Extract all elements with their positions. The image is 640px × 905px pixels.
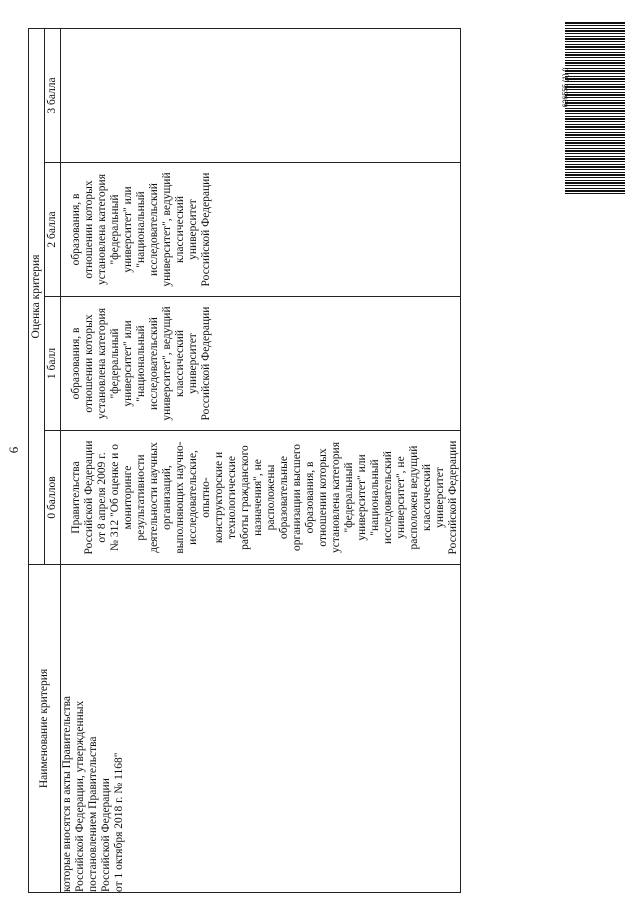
text-line: организаций, [161, 465, 173, 530]
header-score-3: 3 балла [45, 29, 61, 163]
text-line: университет [187, 199, 199, 260]
text-line: конструкторские и [213, 451, 225, 544]
text-line: технологические [226, 456, 238, 539]
text-line: университет", ведущий [161, 172, 173, 287]
text-line: исследовательский [382, 451, 394, 544]
text-line: университет" или [122, 186, 134, 273]
text-line: Правительства [70, 461, 82, 534]
text-line: "национальный [135, 325, 147, 402]
page-number: 6 [6, 446, 21, 454]
text-line: отношении которых [83, 180, 95, 279]
score-2-cell [61, 163, 461, 297]
text-line: отношении которых [83, 314, 95, 413]
text-line: исследовательские, [187, 450, 199, 545]
header-rating-group: Оценка критерия [29, 29, 45, 565]
text-line: Российской Федерации [200, 172, 212, 287]
text-line: Российской Федерации [447, 440, 459, 555]
text-line: от 8 апреля 2009 г. [96, 452, 108, 543]
text-line: расположен ведущий [408, 445, 420, 550]
text-line: университет" или [122, 320, 134, 407]
text-line: установлена категория [96, 174, 108, 286]
text-line: работы гражданского [239, 445, 251, 550]
text-line: "федеральный [343, 462, 355, 533]
text-line: установлена категория [330, 442, 342, 554]
barcode-image [565, 22, 625, 194]
text-line: которые вносятся в акты Правительства [61, 696, 73, 892]
text-line: образования, в [70, 193, 82, 266]
text-line: Российской Федерации [100, 778, 112, 892]
text-line: университет", ведущий [161, 306, 173, 421]
text-line: образовательные [278, 456, 290, 539]
text-line: назначения", не [252, 459, 264, 536]
text-line: мониторинге [122, 465, 134, 530]
text-line: выполняющих научно- [174, 441, 186, 554]
text-line: университет [434, 467, 446, 528]
barcode-number: 626555 (1) 0 [562, 67, 570, 108]
text-line: классический [174, 196, 186, 263]
text-line: классический [174, 330, 186, 397]
text-line: университет" или [356, 454, 368, 541]
text-line: университет [187, 333, 199, 394]
text-line: от 1 октября 2018 г. № 1168" [113, 752, 125, 892]
text-line: Российской Федерации, утвержденных [74, 700, 86, 892]
text-line: № 312 "Об оценке и о [109, 444, 121, 551]
criterion-name-cell [61, 565, 461, 893]
text-line: Российской Федерации [83, 440, 95, 555]
header-score-0: 0 баллов [45, 431, 61, 565]
text-line: организации высшего [291, 444, 303, 552]
text-line: установлена категория [96, 308, 108, 420]
text-line: "федеральный [109, 194, 121, 265]
text-line: "федеральный [109, 328, 121, 399]
score-1-cell [61, 297, 461, 431]
header-row-group [29, 29, 45, 893]
text-line: исследовательский [148, 317, 160, 410]
score-0-cell [61, 431, 461, 565]
text-line: "национальный [369, 459, 381, 536]
text-line: "национальный [135, 191, 147, 268]
text-line: образования, в [70, 327, 82, 400]
text-line: отношении которых [317, 448, 329, 547]
text-line: результативности [135, 454, 147, 541]
header-score-1: 1 балл [45, 297, 61, 431]
text-line: опытно- [200, 477, 212, 518]
header-criterion-name: Наименование критерия [29, 565, 61, 893]
text-line: расположены [265, 464, 277, 531]
text-line: деятельности научных [148, 442, 160, 553]
score-3-cell [61, 29, 461, 163]
text-line: классический [421, 464, 433, 531]
text-line: университет", не [395, 456, 407, 539]
text-line: образования, в [304, 461, 316, 534]
text-line: исследовательский [148, 183, 160, 276]
table-row [61, 29, 461, 893]
criteria-table [28, 28, 461, 893]
text-line: постановлением Правительства [87, 736, 99, 892]
header-score-2: 2 балла [45, 163, 61, 297]
text-line: Российской Федерации [200, 306, 212, 421]
